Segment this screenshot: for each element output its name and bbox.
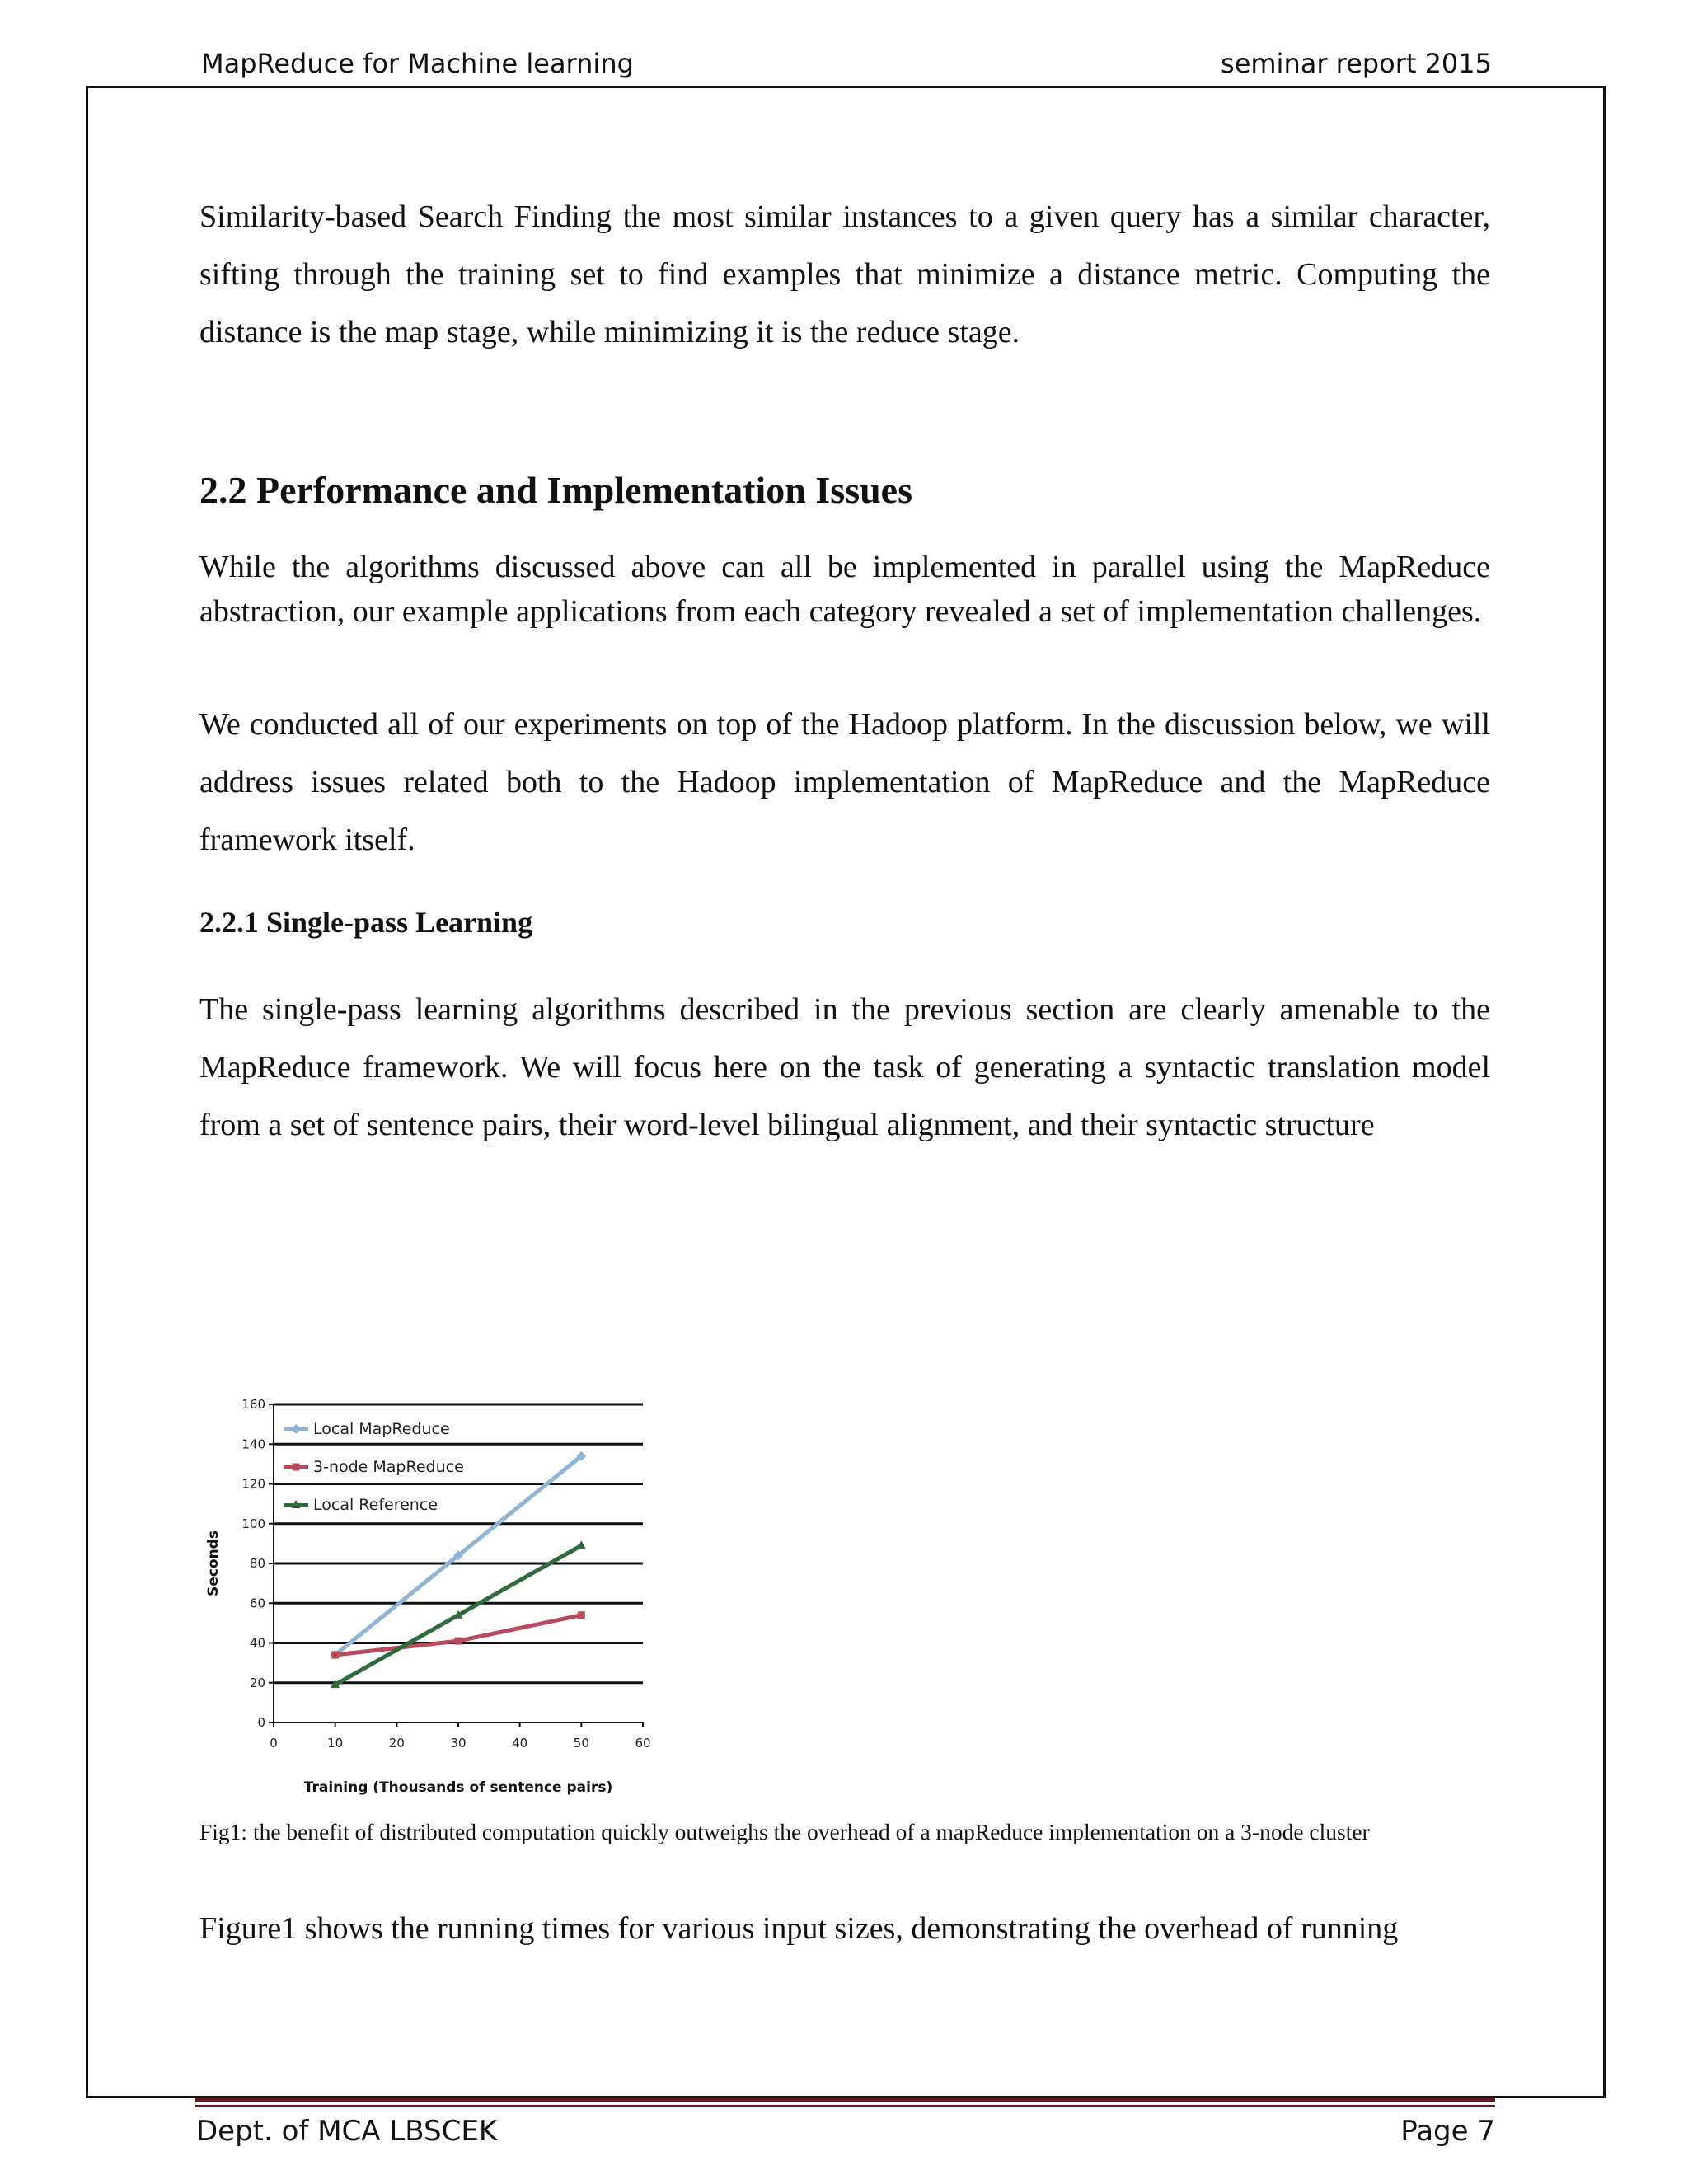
header-report: seminar report 2015 bbox=[1221, 48, 1492, 79]
data-point bbox=[331, 1651, 339, 1658]
y-tick-label: 80 bbox=[249, 1556, 265, 1571]
x-tick-label: 40 bbox=[512, 1736, 528, 1750]
data-point bbox=[455, 1638, 462, 1645]
y-tick-label: 60 bbox=[249, 1596, 265, 1611]
x-tick-label: 60 bbox=[635, 1736, 651, 1750]
legend-label: Local MapReduce bbox=[313, 1420, 450, 1438]
footer-dept: Dept. of MCA LBSCEK bbox=[196, 2115, 498, 2148]
footer-rule-thin bbox=[195, 2105, 1495, 2107]
series-line bbox=[335, 1615, 582, 1655]
paragraph-similarity-search: Similarity-based Search Finding the most similar instances to a given query has a similar character, sifting through the training set to find examples that minimize a distance metric. Computing the distance is the map stage, while minimizing it is the reduce stage. bbox=[199, 199, 1490, 349]
x-axis-label: Training (Thousands of sentence pairs) bbox=[303, 1779, 613, 1796]
y-tick-label: 160 bbox=[241, 1397, 265, 1412]
x-tick-label: 20 bbox=[388, 1736, 405, 1750]
paragraph-figure1: Figure1 shows the running times for various input sizes, demonstrating the overhead of running bbox=[199, 1911, 1399, 1946]
x-tick-label: 10 bbox=[327, 1736, 344, 1750]
running-time-chart bbox=[181, 1386, 676, 1798]
paragraph-performance: While the algorithms discussed above can all be implemented in parallel using the MapReduce abstraction, our example applications from each category revealed a set of implementation challenges. bbox=[199, 550, 1490, 629]
y-tick-label: 120 bbox=[241, 1476, 265, 1492]
footer-rule bbox=[195, 2098, 1495, 2102]
footer-page-number: Page 7 bbox=[1400, 2115, 1495, 2148]
data-point bbox=[578, 1611, 585, 1619]
y-tick-label: 100 bbox=[241, 1516, 265, 1531]
legend-marker bbox=[293, 1464, 300, 1471]
x-tick-label: 0 bbox=[270, 1736, 278, 1750]
y-tick-label: 40 bbox=[249, 1635, 265, 1651]
paragraph-single-pass: The single-pass learning algorithms described in the previous section are clearly amenable to the MapReduce framework. We will focus here on the task of generating a syntactic translation model from a set of sentence pairs, their word-level bilingual alignment, and their syntactic structure bbox=[199, 992, 1490, 1142]
subsection-heading: 2.2.1 Single-pass Learning bbox=[199, 906, 533, 939]
y-tick-label: 140 bbox=[241, 1436, 265, 1452]
section-heading: 2.2 Performance and Implementation Issues bbox=[199, 469, 912, 511]
paragraph-hadoop: We conducted all of our experiments on top of the Hadoop platform. In the discussion below, we will address issues related both to the Hadoop implementation of MapReduce and the MapReduce framework itself. bbox=[199, 707, 1490, 857]
y-tick-label: 20 bbox=[249, 1675, 265, 1690]
x-tick-label: 50 bbox=[573, 1736, 589, 1750]
legend-marker bbox=[291, 1424, 301, 1434]
x-tick-label: 30 bbox=[450, 1736, 467, 1750]
header-title: MapReduce for Machine learning bbox=[201, 48, 634, 79]
figure-caption: Fig1: the benefit of distributed computation quickly outweighs the overhead of a mapReduce implementation on a 3-node cluster bbox=[199, 1819, 1370, 1844]
y-axis-label: Seconds bbox=[205, 1530, 222, 1596]
legend-label: Local Reference bbox=[313, 1496, 438, 1514]
data-point bbox=[577, 1540, 586, 1549]
y-tick-label: 0 bbox=[257, 1715, 265, 1730]
legend-label: 3-node MapReduce bbox=[313, 1458, 464, 1476]
